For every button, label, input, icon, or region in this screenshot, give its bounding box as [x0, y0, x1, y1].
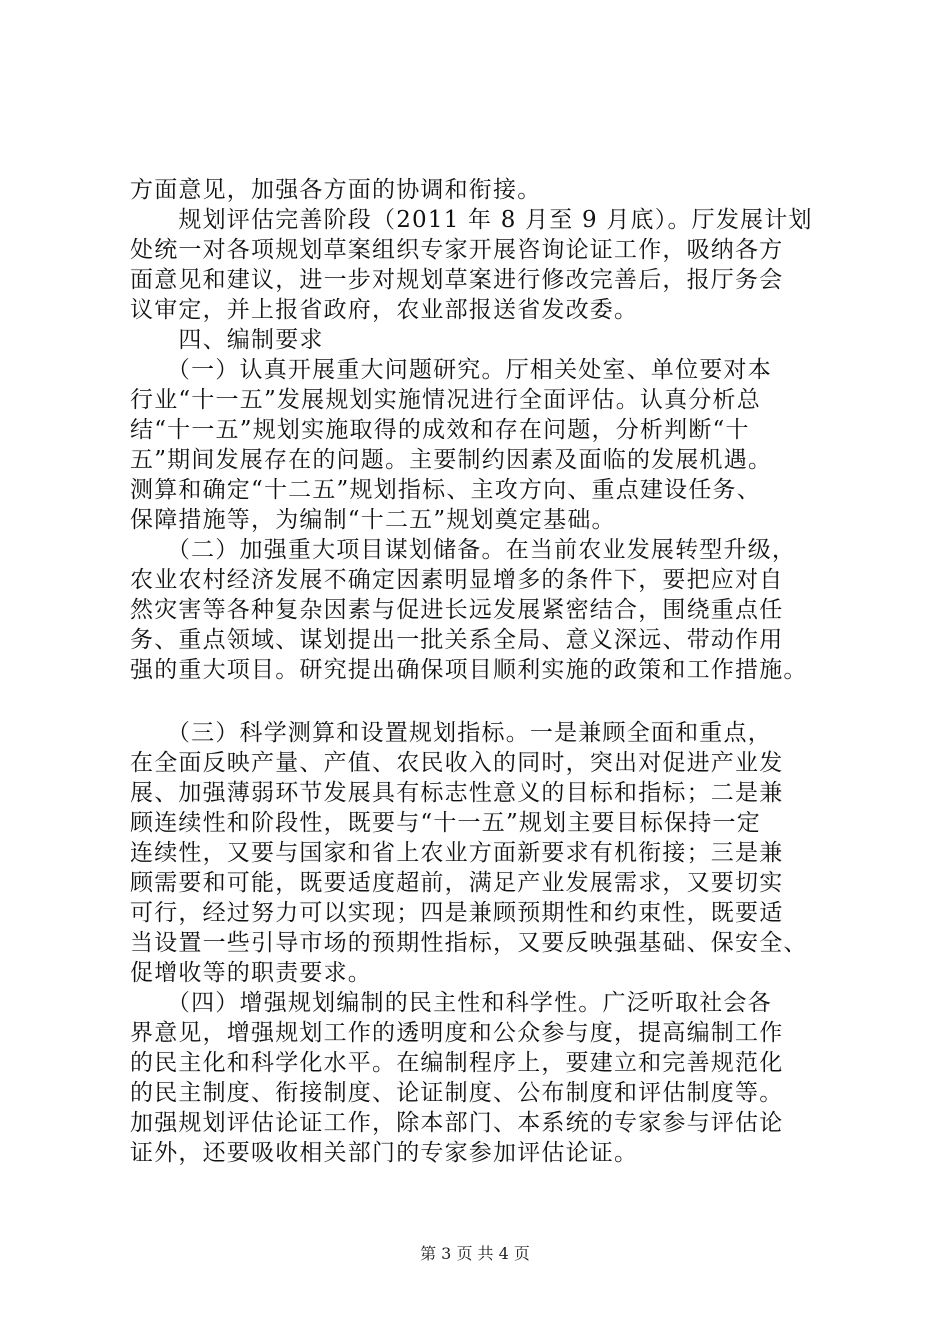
text-line: 测算和确定“十二五”规划指标、主攻方向、重点建设任务、 [130, 477, 761, 503]
text-line: 保障措施等，为编制“十二五”规划奠定基础。 [130, 507, 616, 533]
text-line: 议审定，并上报省政府，农业部报送省发改委。 [130, 297, 639, 323]
text-line: 的民主制度、衔接制度、论证制度、公布制度和评估制度等。 [130, 1080, 784, 1106]
text-line: 界意见，增强规划工作的透明度和公众参与度，提高编制工作 [130, 1020, 784, 1046]
text-line: 强的重大项目。研究提出确保项目顺利实施的政策和工作措施。 [130, 657, 808, 683]
text-line: 然灾害等各种复杂因素与促进长远发展紧密结合，围绕重点任 [130, 597, 784, 623]
text-line: 结“十一五”规划实施取得的成效和存在问题，分析判断“十 [130, 417, 750, 443]
text-line: 处统一对各项规划草案组织专家开展咨询论证工作，吸纳各方 [130, 237, 784, 263]
text-line: 农业农村经济发展不确定因素明显增多的条件下，要把应对自 [130, 567, 784, 593]
text-line: 面意见和建议，进一步对规划草案进行修改完善后，报厅务会 [130, 267, 784, 293]
page-number: 第 3 页 共 4 页 [420, 1244, 530, 1263]
text-line: 顾需要和可能，既要适度超前，满足产业发展需求，又要切实 [130, 870, 784, 896]
text-line: 五”期间发展存在的问题。主要制约因素及面临的发展机遇。 [130, 447, 773, 473]
text-line: 行业“十一五”发展规划实施情况进行全面评估。认真分析总 [130, 387, 761, 413]
text-line: 加强规划评估论证工作，除本部门、本系统的专家参与评估论 [130, 1110, 784, 1136]
text-line: 证外，还要吸收相关部门的专家参加评估论证。 [130, 1140, 639, 1166]
text-line: 顾连续性和阶段性，既要与“十一五”规划主要目标保持一定 [130, 810, 761, 836]
section-heading: 四、编制要求 [130, 327, 324, 353]
text-line: 当设置一些引导市场的预期性指标，又要反映强基础、保安全、 [130, 930, 808, 956]
text-line: （一）认真开展重大问题研究。厅相关处室、单位要对本 [130, 357, 772, 383]
text-line: （四）增强规划编制的民主性和科学性。广泛听取社会各 [130, 990, 772, 1016]
text-line: 的民主化和科学化水平。在编制程序上，要建立和完善规范化 [130, 1050, 784, 1076]
text-line: 可行，经过努力可以实现；四是兼顾预期性和约束性，既要适 [130, 900, 784, 926]
text-line: （二）加强重大项目谋划储备。在当前农业发展转型升级， [130, 537, 797, 563]
text-line: （三）科学测算和设置规划指标。一是兼顾全面和重点， [130, 720, 772, 746]
text-line: 方面意见，加强各方面的协调和衔接。 [130, 177, 542, 203]
text-line: 连续性，又要与国家和省上农业方面新要求有机衔接；三是兼 [130, 840, 784, 866]
text-line: 在全面反映产量、产值、农民收入的同时，突出对促进产业发 [130, 750, 784, 776]
text-line: 务、重点领域、谋划提出一批关系全局、意义深远、带动作用 [130, 627, 784, 653]
text-line: 促增收等的职责要求。 [130, 960, 372, 986]
text-line: 规划评估完善阶段（2011 年 8 月至 9 月底）。厅发展计划 [130, 207, 813, 233]
text-line: 展、加强薄弱环节发展具有标志性意义的目标和指标；二是兼 [130, 780, 784, 806]
